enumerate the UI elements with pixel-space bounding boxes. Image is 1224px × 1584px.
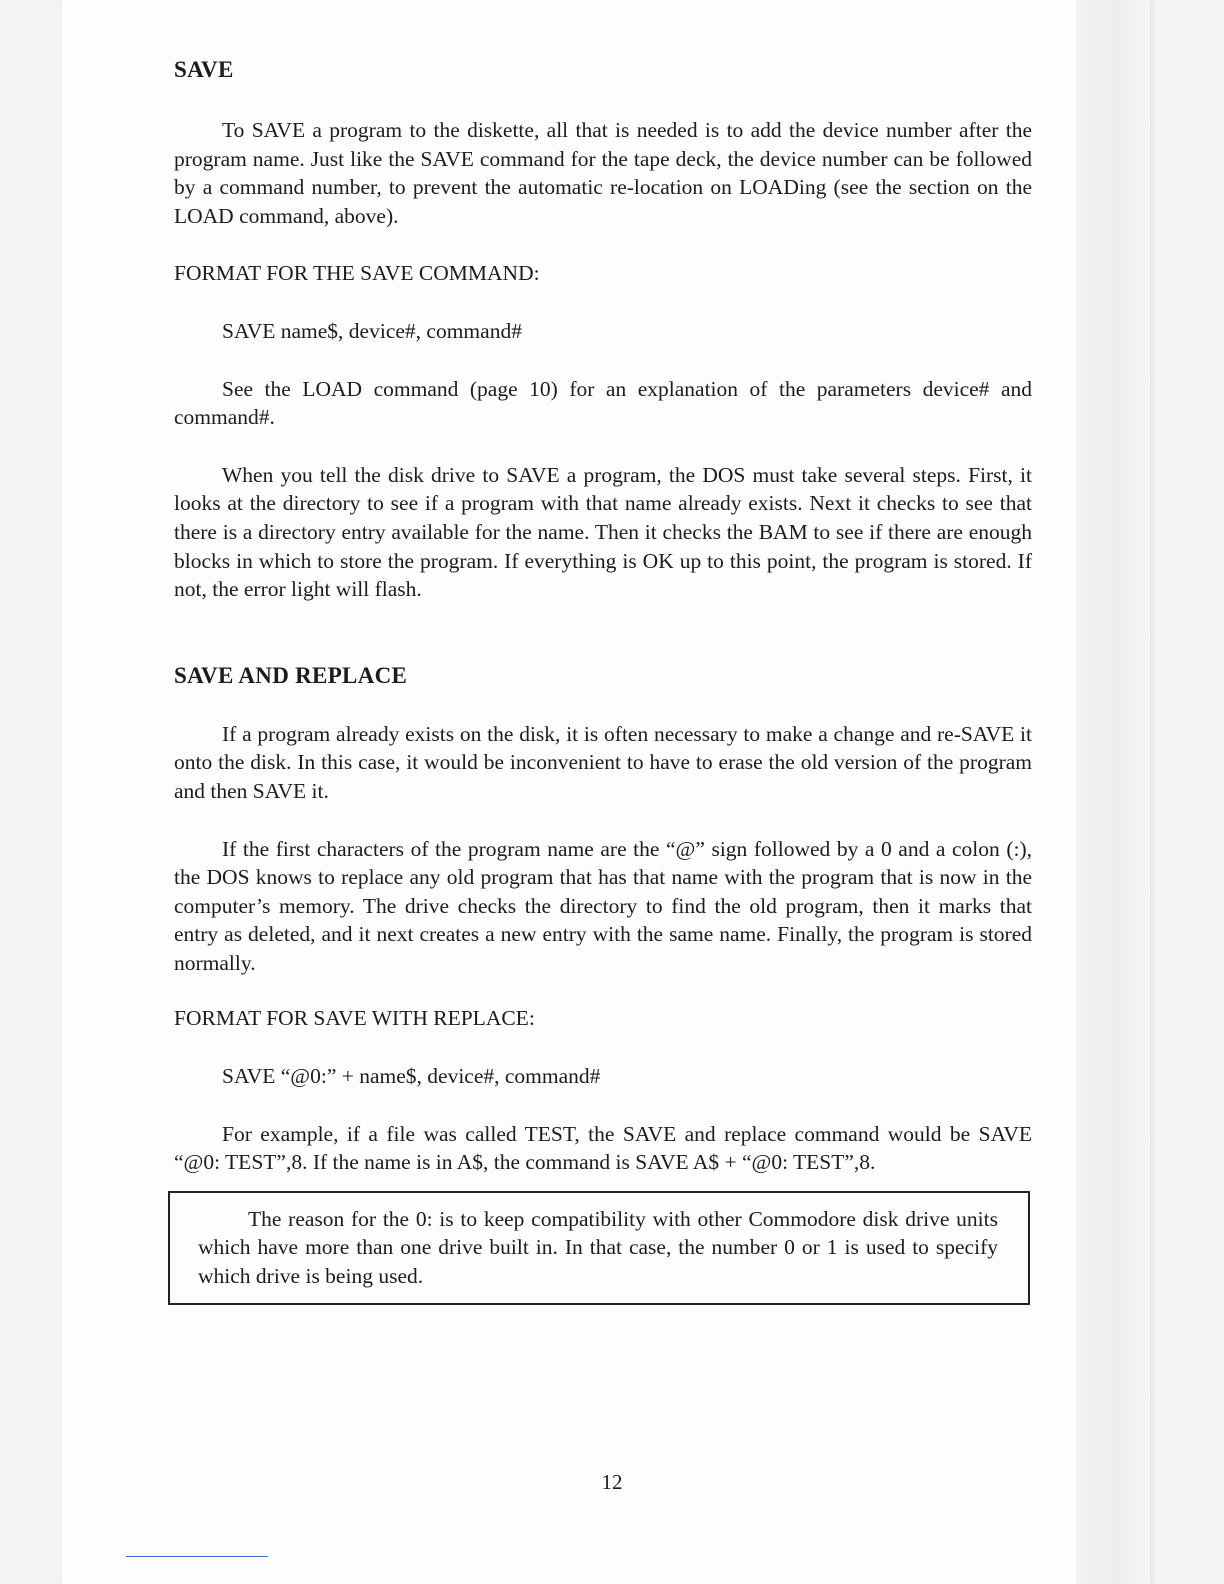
save-format-syntax: SAVE name$, device#, command# xyxy=(222,318,522,343)
save-replace-heading: SAVE AND REPLACE xyxy=(174,662,408,688)
save-steps-paragraph: When you tell the disk drive to SAVE a program, the DOS must take several steps. First, it looks at the directory to see if a program with that name already exists. Next it checks to see that there is a directory entry available for the name. Then it checks the BAM to see if there are enough blocks in which to store the program. If everything is OK up to this point, the program is stored. If not, the error light will flash. xyxy=(174,462,1032,602)
replace-format-label: FORMAT FOR SAVE WITH REPLACE: xyxy=(174,1006,535,1031)
replace-format-syntax: SAVE “@0:” + name$, device#, command# xyxy=(222,1064,601,1089)
scan-edge-line xyxy=(126,1556,268,1557)
replace-explanation-paragraph: If the first characters of the program name are the “@” sign followed by a 0 and a colon (:), the DOS knows to replace any old program that has that name with the program that is now in the computer’s memory. The drive checks the directory to find the old program, then it marks that entry as deleted, and it next creates a new entry with the same name. Finally, the program is stored normally. xyxy=(174,836,1032,975)
note-box xyxy=(168,1191,1030,1305)
note-text: The reason for the 0: is to keep compatibility with other Commodore disk drive units which have more than one drive built in. In that case, the number 0 or 1 is used to specify which drive is being used. xyxy=(198,1206,998,1289)
replace-example-paragraph: For example, if a file was called TEST, the SAVE and replace command would be SAVE “@0: TEST”,8. If the name is in A$, the command is SAVE A$ + “@0: TEST”,8. xyxy=(174,1121,1032,1175)
save-intro-paragraph: To SAVE a program to the diskette, all that is needed is to add the device number after the program name. Just like the SAVE command for the tape deck, the device number can be followed by a command number, to prevent the automatic re-location on LOADing (see the section on the LOAD command, above). xyxy=(174,118,1032,228)
save-format-label: FORMAT FOR THE SAVE COMMAND: xyxy=(174,261,540,286)
save-heading: SAVE xyxy=(174,57,234,82)
page-edge-shadow xyxy=(1076,0,1150,1584)
page-number: 12 xyxy=(601,1470,623,1494)
save-see-load-paragraph: See the LOAD command (page 10) for an explanation of the parameters device# and command#. xyxy=(174,376,1032,430)
replace-intro-paragraph: If a program already exists on the disk, it is often necessary to make a change and re-SAVE it onto the disk. In this case, it would be inconvenient to have to erase the old version of the program and then SAVE it. xyxy=(174,721,1032,803)
page-content xyxy=(174,54,1032,1305)
